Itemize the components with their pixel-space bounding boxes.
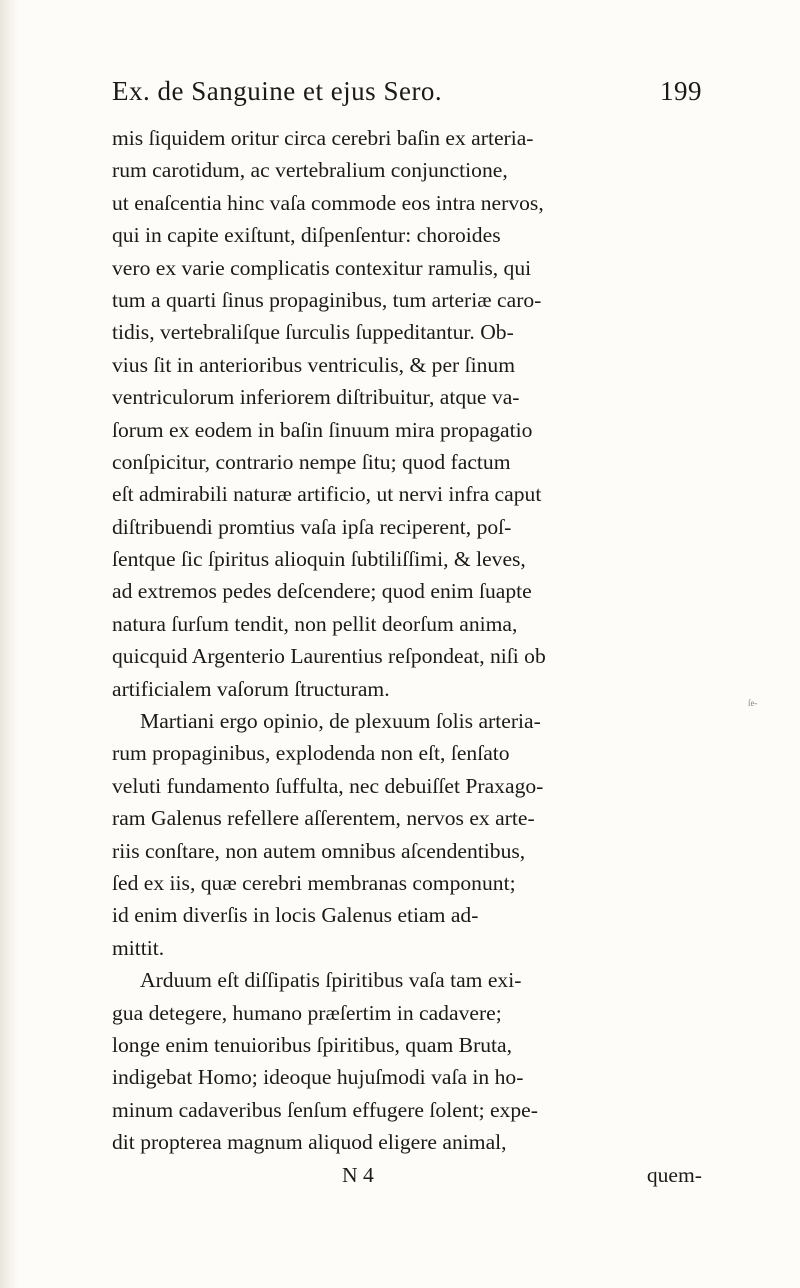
text-line: longe enim tenuioribus ſpiritibus, quam Bruta,	[112, 1032, 513, 1057]
text-line: mis ſiquidem oritur circa cerebri baſin ex arteria-	[112, 126, 534, 150]
page-number: 199	[660, 76, 702, 106]
text-line: ram Galenus refellere aſſerentem, nervos ex arte-	[112, 806, 535, 831]
text-line: vius ſit in anterioribus ventriculis, & per ſinum	[112, 352, 516, 377]
text-line: tum a quarti ſinus propaginibus, tum arteriæ caro-	[112, 287, 542, 312]
text-line: qui in capite exiſtunt, diſpenſentur: choroides	[112, 223, 501, 248]
text-line: rum propaginibus, explodenda non eſt, ſenſato	[112, 741, 510, 766]
text-line: indigebat Homo; ideoque hujuſmodi vaſa in ho-	[112, 1065, 524, 1090]
running-head	[112, 76, 702, 120]
paragraph-start-line: Arduum eſt diſſipatis ſpiritibus vaſa tam exi-	[140, 968, 522, 993]
text-line: diſtribuendi promtius vaſa ipſa reciperent, poſ-	[112, 514, 512, 539]
text-line: mittit.	[112, 935, 165, 960]
text-line: dit propterea magnum aliquod eligere animal,	[112, 1130, 507, 1155]
text-line: id enim diverſis in locis Galenus etiam ad-	[112, 903, 479, 928]
text-line: veluti fundamento ſuffulta, nec debuiſſet Praxago-	[112, 773, 544, 798]
binding-edge	[0, 0, 18, 1288]
text-line: natura ſurſum tendit, non pellit deorſum anima,	[112, 611, 518, 636]
text-line: ſentque ſic ſpiritus alioquin ſubtiliſſimi, & leves,	[112, 547, 526, 572]
running-title: Ex. de Sanguine et ejus Sero.	[112, 76, 443, 106]
text-line: eſt admirabili naturæ artificio, ut nervi infra caput	[112, 482, 542, 507]
footer-line	[112, 1159, 702, 1191]
paragraph-start-line: Martiani ergo opinio, de plexuum ſolis arteria-	[140, 709, 541, 734]
text-line: ut enaſcentia hinc vaſa commode eos intra nervos,	[112, 190, 544, 215]
text-line: rum carotidum, ac vertebralium conjunctione,	[112, 158, 508, 183]
text-line: ſorum ex eodem in baſin ſinuum mira propagatio	[112, 417, 533, 442]
text-line: conſpicitur, contrario nempe ſitu; quod factum	[112, 449, 511, 474]
text-line: artificialem vaſorum ſtructuram.	[112, 676, 390, 701]
signature-mark: N 4	[342, 1162, 374, 1187]
body-text	[112, 122, 702, 1191]
text-line: ventriculorum inferiorem diſtribuitur, atque va-	[112, 385, 520, 410]
catchword: quem-	[646, 1162, 702, 1187]
text-line: ſed ex iis, quæ cerebri membranas componunt;	[112, 870, 516, 895]
text-line: riis conſtare, non autem omnibus aſcendentibus,	[112, 838, 526, 863]
margin-note: ſe-	[748, 698, 758, 708]
text-line: vero ex varie complicatis contexitur ramulis, qui	[112, 255, 532, 280]
text-line: ad extremos pedes deſcendere; quod enim ſuapte	[112, 579, 532, 604]
text-line: quicquid Argenterio Laurentius reſpondeat, niſi ob	[112, 644, 546, 669]
text-line: minum cadaveribus ſenſum effugere ſolent; expe-	[112, 1097, 538, 1122]
text-line: gua detegere, humano præſertim in cadavere;	[112, 1000, 502, 1025]
text-line: tidis, vertebraliſque ſurculis ſuppeditantur. Ob-	[112, 320, 514, 345]
